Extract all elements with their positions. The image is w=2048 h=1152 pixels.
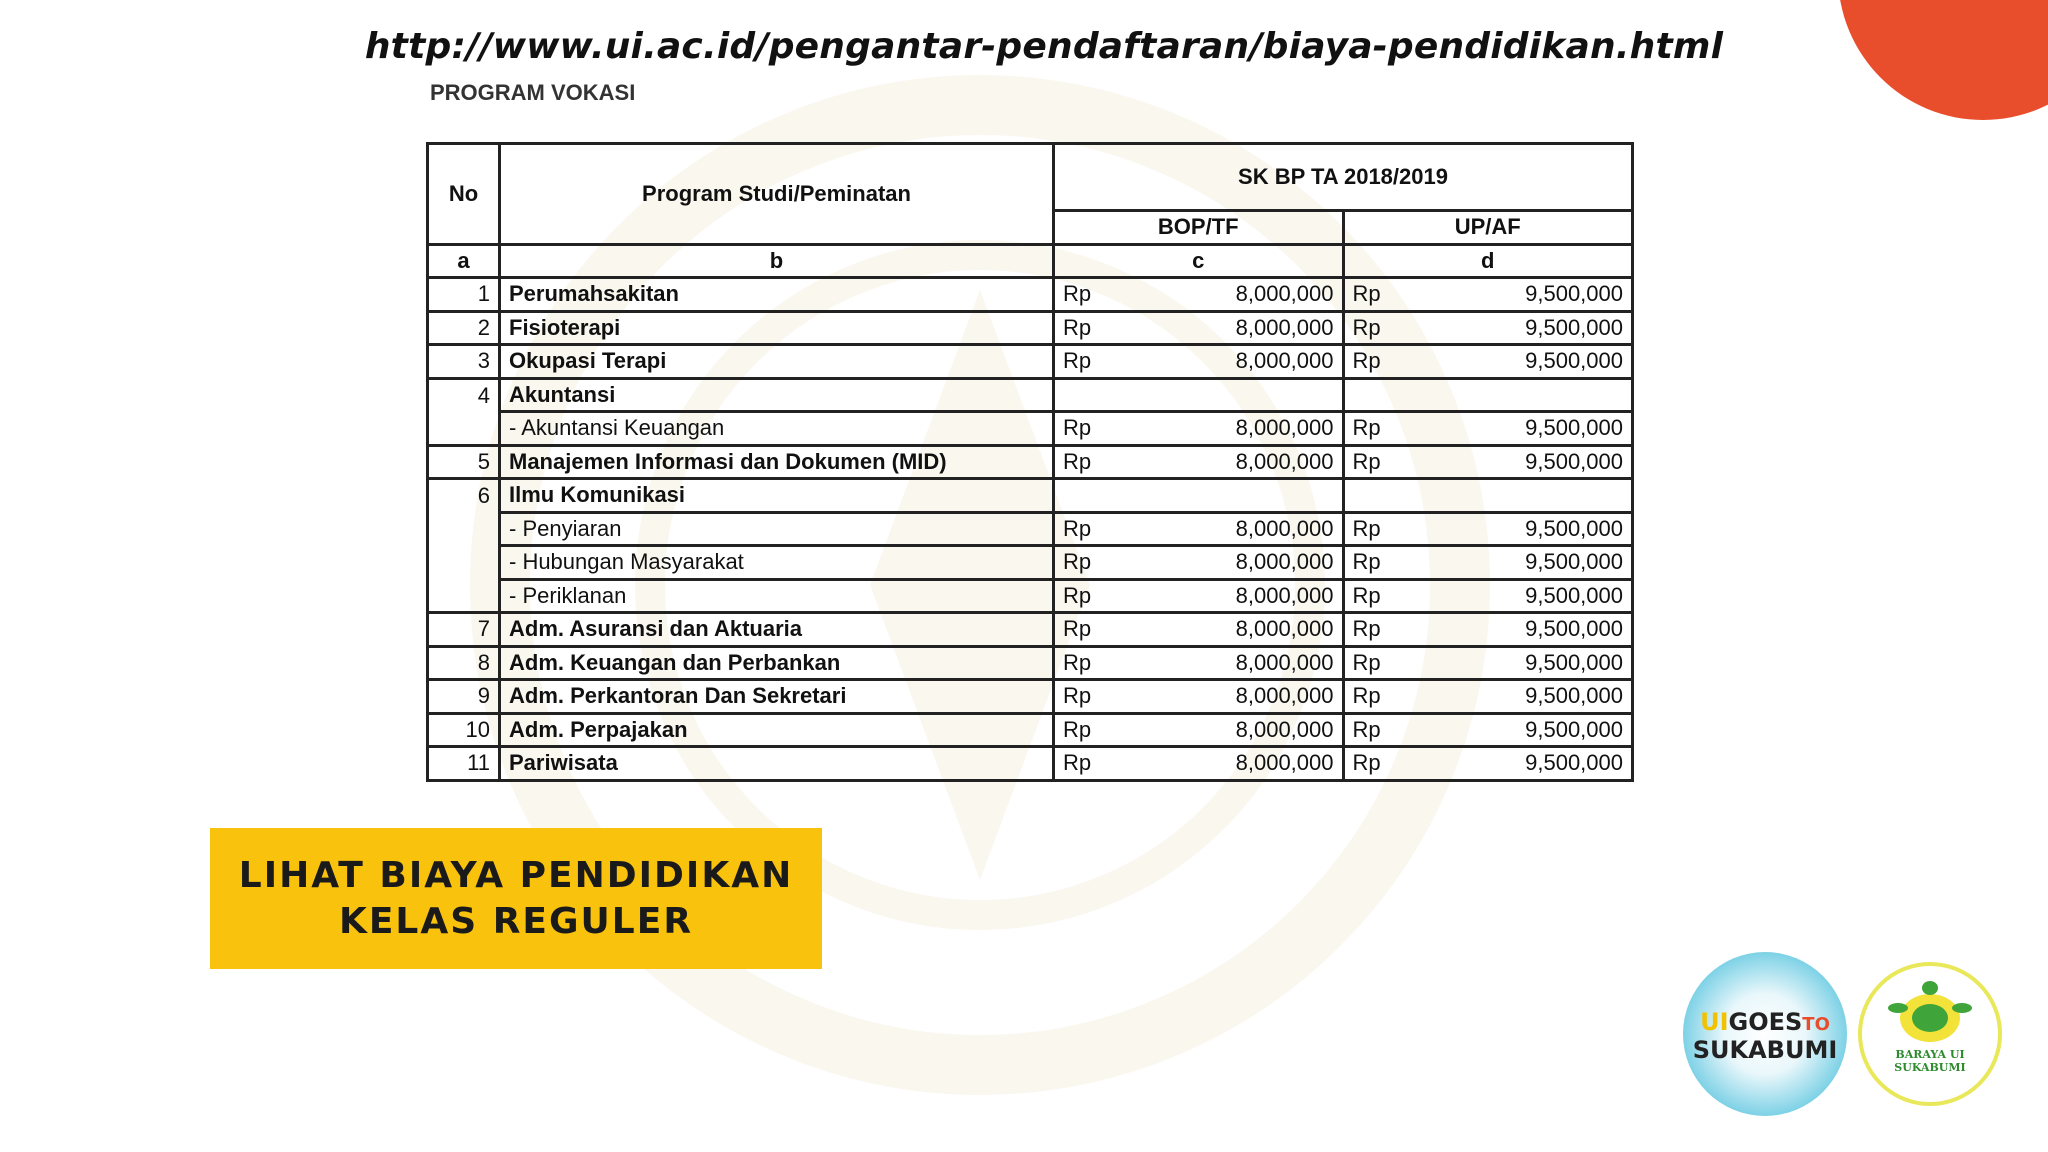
logo-to-text: TO	[1802, 1014, 1830, 1035]
cell-bop-amount: 8,000,000	[1124, 646, 1344, 680]
cell-no: 3	[428, 345, 500, 379]
table-row	[428, 278, 1633, 312]
cell-bop-currency: Rp	[1054, 546, 1124, 580]
cell-up-currency: Rp	[1343, 278, 1413, 312]
header-program: Program Studi/Peminatan	[500, 144, 1054, 245]
cell-up-amount: 9,500,000	[1413, 646, 1633, 680]
cell-up-currency: Rp	[1343, 445, 1413, 479]
logo-ui-text: UI	[1700, 1008, 1729, 1036]
cell-no: 1	[428, 278, 500, 312]
cell-no: 6	[428, 479, 500, 513]
cell-bop-amount: 8,000,000	[1124, 445, 1344, 479]
table-header-row	[428, 144, 1633, 211]
cell-bop-currency: Rp	[1054, 445, 1124, 479]
table-row	[428, 613, 1633, 647]
header-group: SK BP TA 2018/2019	[1054, 144, 1633, 211]
cell-bop-amount: 8,000,000	[1124, 680, 1344, 714]
header-bop: BOP/TF	[1054, 211, 1344, 245]
cell-program: - Penyiaran	[500, 512, 1054, 546]
cell-bop-amount: 8,000,000	[1124, 278, 1344, 312]
cell-up-amount: 9,500,000	[1413, 311, 1633, 345]
cell-bop-amount: 8,000,000	[1124, 546, 1344, 580]
cell-bop-currency: Rp	[1054, 311, 1124, 345]
cell-up-currency: Rp	[1343, 579, 1413, 613]
cell-bop-amount: 8,000,000	[1124, 311, 1344, 345]
cell-program: Adm. Perpajakan	[500, 713, 1054, 747]
cell-no	[428, 546, 500, 580]
table-row	[428, 646, 1633, 680]
cell-bop-amount: 8,000,000	[1124, 579, 1344, 613]
cell-no	[428, 412, 500, 446]
cell-bop-currency	[1054, 378, 1124, 412]
table-letter-row	[428, 244, 1633, 278]
table-row	[428, 680, 1633, 714]
cell-bop-currency	[1054, 479, 1124, 513]
cell-no	[428, 579, 500, 613]
table-row	[428, 378, 1633, 412]
cell-bop-amount	[1124, 479, 1344, 513]
cell-no	[428, 512, 500, 546]
cell-bop-amount: 8,000,000	[1124, 613, 1344, 647]
cell-up-amount	[1413, 378, 1633, 412]
cell-bop-amount: 8,000,000	[1124, 512, 1344, 546]
cell-program: Okupasi Terapi	[500, 345, 1054, 379]
cell-program: - Periklanan	[500, 579, 1054, 613]
cell-up-amount: 9,500,000	[1413, 546, 1633, 580]
cell-no: 2	[428, 311, 500, 345]
cell-up-currency: Rp	[1343, 546, 1413, 580]
cell-bop-currency: Rp	[1054, 646, 1124, 680]
section-title: PROGRAM VOKASI	[430, 80, 636, 105]
cell-up-amount: 9,500,000	[1413, 445, 1633, 479]
cell-up-currency: Rp	[1343, 311, 1413, 345]
cell-up-currency: Rp	[1343, 747, 1413, 781]
cell-no: 7	[428, 613, 500, 647]
ui-goes-to-sukabumi-logo	[1683, 952, 1847, 1116]
cell-bop-currency: Rp	[1054, 412, 1124, 446]
cell-program: Pariwisata	[500, 747, 1054, 781]
letter-up: d	[1343, 244, 1633, 278]
table-row	[428, 311, 1633, 345]
cell-up-amount: 9,500,000	[1413, 680, 1633, 714]
letter-bop: c	[1054, 244, 1344, 278]
header-up: UP/AF	[1343, 211, 1633, 245]
cell-up-amount: 9,500,000	[1413, 345, 1633, 379]
cell-program: Adm. Asuransi dan Aktuaria	[500, 613, 1054, 647]
cell-program: Fisioterapi	[500, 311, 1054, 345]
logo2-line1: BARAYA UI	[1895, 1048, 1965, 1061]
cell-bop-currency: Rp	[1054, 278, 1124, 312]
cell-program: Manajemen Informasi dan Dokumen (MID)	[500, 445, 1054, 479]
fee-table	[426, 142, 1634, 782]
logo2-line2: SUKABUMI	[1894, 1061, 1966, 1074]
cell-no: 11	[428, 747, 500, 781]
cell-no: 5	[428, 445, 500, 479]
cell-bop-currency: Rp	[1054, 747, 1124, 781]
cell-bop-currency: Rp	[1054, 579, 1124, 613]
table-row	[428, 713, 1633, 747]
cell-up-currency: Rp	[1343, 713, 1413, 747]
table-row	[428, 445, 1633, 479]
cell-up-amount: 9,500,000	[1413, 613, 1633, 647]
logo-city-text: SUKABUMI	[1692, 1036, 1838, 1064]
cell-up-currency	[1343, 378, 1413, 412]
cell-no: 9	[428, 680, 500, 714]
table-row	[428, 479, 1633, 513]
cell-bop-currency: Rp	[1054, 680, 1124, 714]
cell-no: 10	[428, 713, 500, 747]
cell-up-amount: 9,500,000	[1413, 412, 1633, 446]
cell-no: 8	[428, 646, 500, 680]
table-row	[428, 546, 1633, 580]
cell-up-currency: Rp	[1343, 412, 1413, 446]
cell-program: Adm. Perkantoran Dan Sekretari	[500, 680, 1054, 714]
cell-up-currency: Rp	[1343, 680, 1413, 714]
cell-bop-currency: Rp	[1054, 713, 1124, 747]
table-row	[428, 579, 1633, 613]
cell-up-currency	[1343, 479, 1413, 513]
cell-program: Akuntansi	[500, 378, 1054, 412]
table-row	[428, 412, 1633, 446]
source-url[interactable]: http://www.ui.ac.id/pengantar-pendaftaran/biaya-pendidikan.html	[364, 26, 1724, 67]
letter-no: a	[428, 244, 500, 278]
logo-goes-text: GOES	[1728, 1008, 1803, 1036]
cell-program: Adm. Keuangan dan Perbankan	[500, 646, 1054, 680]
cell-up-amount: 9,500,000	[1413, 579, 1633, 613]
banner-line-1: LIHAT BIAYA PENDIDIKAN	[238, 854, 794, 896]
cell-up-amount: 9,500,000	[1413, 747, 1633, 781]
banner-line-2: KELAS REGULER	[338, 900, 694, 942]
cell-program: - Hubungan Masyarakat	[500, 546, 1054, 580]
view-regular-fees-button[interactable]	[210, 828, 822, 969]
cell-up-amount: 9,500,000	[1413, 512, 1633, 546]
table-row	[428, 512, 1633, 546]
cell-program: Ilmu Komunikasi	[500, 479, 1054, 513]
cell-program: Perumahsakitan	[500, 278, 1054, 312]
cell-bop-amount: 8,000,000	[1124, 412, 1344, 446]
cell-up-amount: 9,500,000	[1413, 278, 1633, 312]
cell-up-amount	[1413, 479, 1633, 513]
header-no: No	[428, 144, 500, 245]
table-row	[428, 345, 1633, 379]
table-row	[428, 747, 1633, 781]
cell-bop-currency: Rp	[1054, 613, 1124, 647]
letter-program: b	[500, 244, 1054, 278]
cell-bop-amount	[1124, 378, 1344, 412]
cell-up-currency: Rp	[1343, 613, 1413, 647]
cell-up-currency: Rp	[1343, 512, 1413, 546]
cell-up-currency: Rp	[1343, 345, 1413, 379]
cell-up-amount: 9,500,000	[1413, 713, 1633, 747]
cell-bop-amount: 8,000,000	[1124, 345, 1344, 379]
baraya-ui-sukabumi-logo	[1858, 962, 2002, 1106]
cell-bop-currency: Rp	[1054, 512, 1124, 546]
cell-program: - Akuntansi Keuangan	[500, 412, 1054, 446]
cell-bop-amount: 8,000,000	[1124, 747, 1344, 781]
turtle-icon	[1862, 978, 1998, 1058]
cell-up-currency: Rp	[1343, 646, 1413, 680]
cell-bop-currency: Rp	[1054, 345, 1124, 379]
cell-bop-amount: 8,000,000	[1124, 713, 1344, 747]
cell-no: 4	[428, 378, 500, 412]
